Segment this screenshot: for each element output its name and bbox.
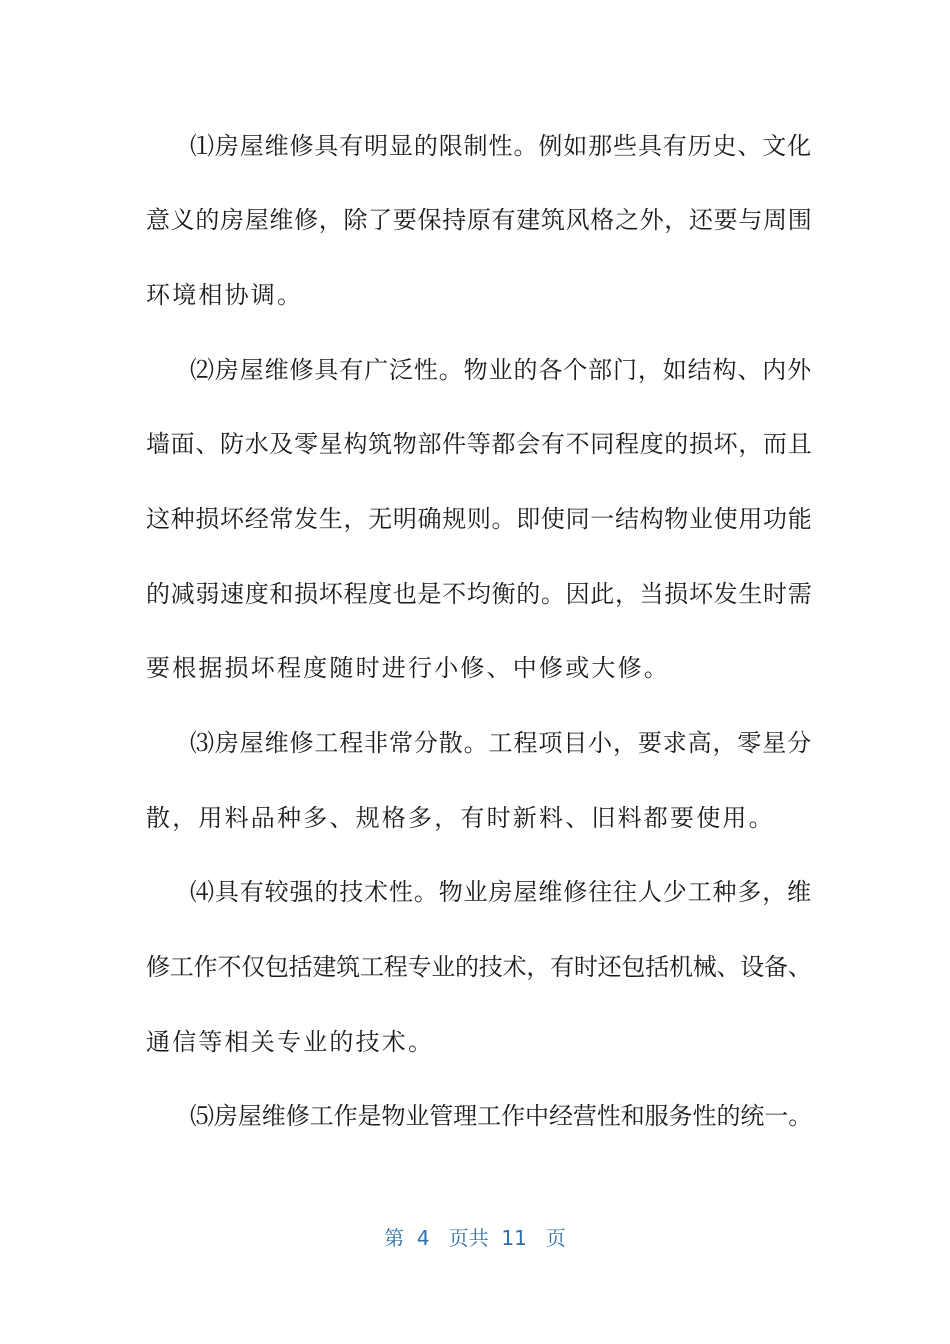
- paragraph-4-line-2: 修工作不仅包括建筑工程专业的技术，有时还包括机械、设备、: [146, 953, 812, 981]
- page-number-footer: 第 4 页共 11 页: [384, 1226, 566, 1250]
- paragraph-3-line-2: 散，用料品种多、规格多，有时新料、旧料都要使用。: [146, 804, 775, 832]
- paragraph-4-line-1: ⑷具有较强的技术性。物业房屋维修往往人少工种多，维: [190, 878, 812, 906]
- paragraph-2-line-1: ⑵房屋维修具有广泛性。物业的各个部门，如结构、内外: [190, 356, 812, 384]
- paragraph-2-line-5: 要根据损坏程度随时进行小修、中修或大修。: [146, 654, 670, 682]
- paragraph-4-line-3: 通信等相关专业的技术。: [146, 1028, 435, 1056]
- paragraph-2-line-3: 这种损坏经常发生，无明确规则。即使同一结构物业使用功能: [146, 505, 813, 533]
- paragraph-1-line-3: 环境相协调。: [146, 281, 304, 309]
- paragraph-3-line-1: ⑶房屋维修工程非常分散。工程项目小，要求高，零星分: [190, 729, 812, 757]
- paragraph-2-line-4: 的减弱速度和损坏程度也是不均衡的。因此，当损坏发生时需: [146, 580, 813, 608]
- paragraph-2-line-2: 墙面、防水及零星构筑物部件等都会有不同程度的损坏，而且: [146, 430, 813, 458]
- paragraph-5-line-1: ⑸房屋维修工作是物业管理工作中经营性和服务性的统一。: [190, 1102, 813, 1130]
- paragraph-1-line-1: ⑴房屋维修具有明显的限制性。例如那些具有历史、文化: [190, 132, 812, 160]
- paragraph-1-line-2: 意义的房屋维修，除了要保持原有建筑风格之外，还要与周围: [146, 206, 813, 234]
